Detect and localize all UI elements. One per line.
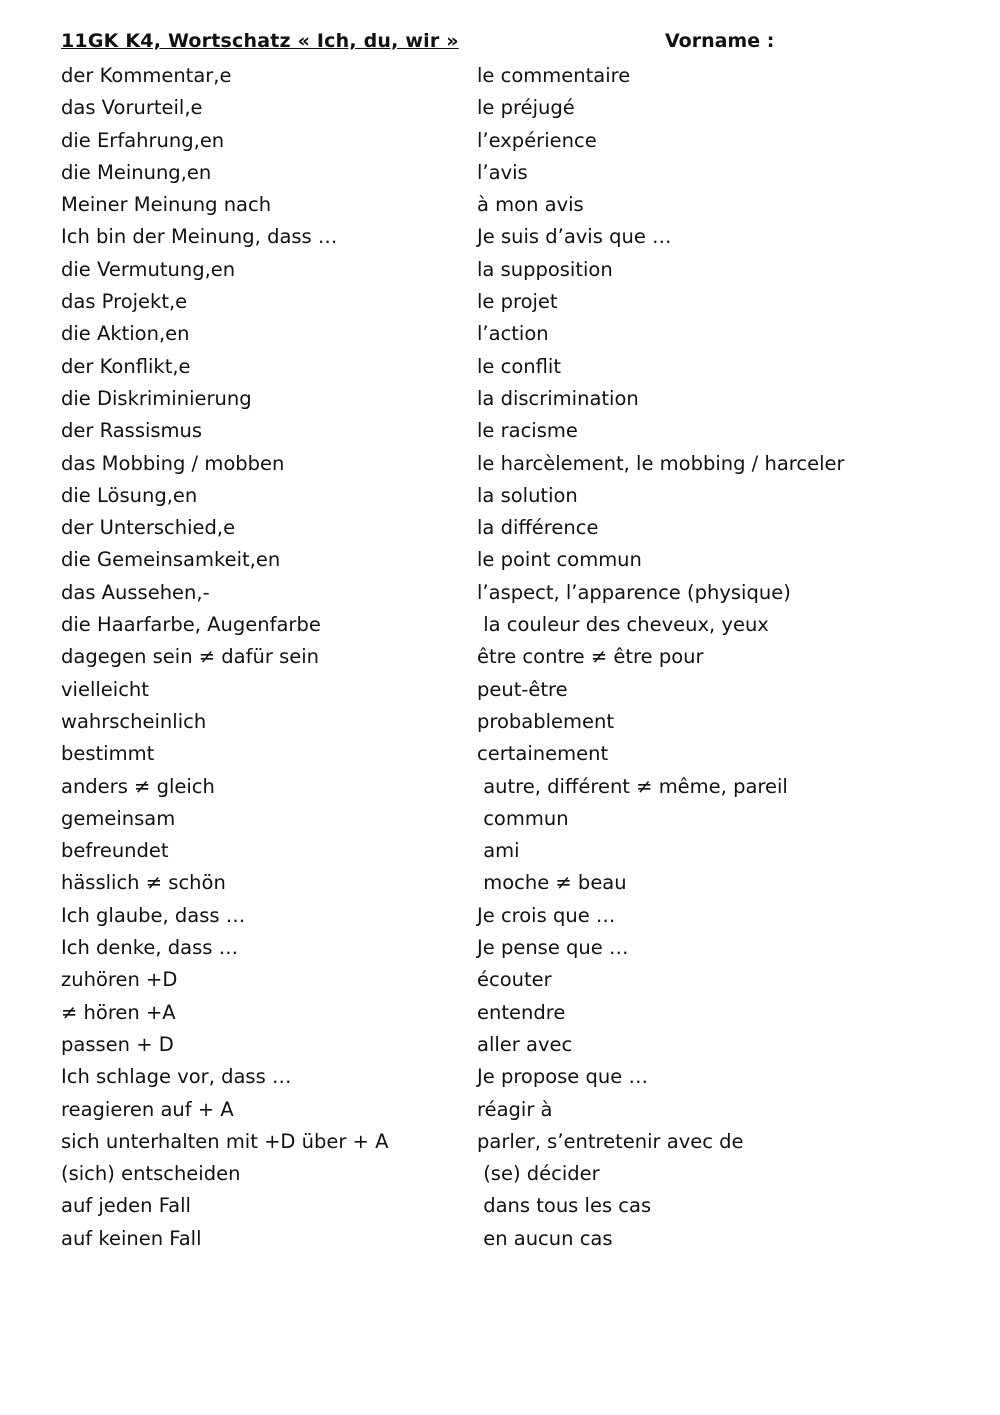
french-translation: aller avec bbox=[477, 1032, 573, 1056]
vocab-row bbox=[61, 415, 961, 447]
german-term: das Aussehen,- bbox=[61, 580, 210, 604]
german-term: auf jeden Fall bbox=[61, 1194, 191, 1218]
vocab-row bbox=[61, 900, 961, 932]
german-term: Ich denke, dass … bbox=[61, 936, 239, 960]
german-term: (sich) entscheiden bbox=[61, 1162, 241, 1186]
german-term: ≠ hören +A bbox=[61, 1000, 176, 1024]
german-term: bestimmt bbox=[61, 742, 155, 766]
vocab-row bbox=[61, 1029, 961, 1061]
french-translation: la discrimination bbox=[477, 386, 639, 410]
german-term: die Erfahrung,en bbox=[61, 128, 225, 152]
german-term: das Projekt,e bbox=[61, 290, 188, 314]
german-term: der Kommentar,e bbox=[61, 64, 232, 87]
german-term: Meiner Meinung nach bbox=[61, 193, 272, 217]
vocab-row bbox=[61, 771, 961, 803]
german-term: die Diskriminierung bbox=[61, 386, 252, 410]
french-translation: probablement bbox=[477, 709, 615, 733]
worksheet-title: 11GK K4, Wortschatz « Ich, du, wir » bbox=[61, 30, 459, 52]
vocab-row bbox=[61, 448, 961, 480]
french-translation: le préjugé bbox=[477, 96, 575, 120]
french-translation: réagir à bbox=[477, 1097, 553, 1121]
german-term: sich unterhalten mit +D über + A bbox=[61, 1129, 389, 1153]
vocab-row bbox=[61, 1190, 961, 1222]
vocab-row bbox=[61, 964, 961, 996]
french-translation: Je crois que … bbox=[477, 903, 616, 927]
vocab-row bbox=[61, 1158, 961, 1190]
vocab-row bbox=[61, 189, 961, 221]
vocab-row bbox=[61, 932, 961, 964]
german-term: die Meinung,en bbox=[61, 160, 212, 184]
french-translation: ami bbox=[477, 839, 520, 863]
german-term: der Rassismus bbox=[61, 419, 203, 443]
french-translation: (se) décider bbox=[477, 1162, 600, 1186]
french-translation: le projet bbox=[477, 290, 558, 314]
vocab-row bbox=[61, 835, 961, 867]
german-term: die Gemeinsamkeit,en bbox=[61, 548, 281, 572]
worksheet-header bbox=[61, 30, 1000, 58]
french-translation: dans tous les cas bbox=[477, 1194, 652, 1218]
vocab-row bbox=[61, 254, 961, 286]
german-term: die Aktion,en bbox=[61, 322, 190, 346]
vocab-row bbox=[61, 997, 961, 1029]
vocab-row bbox=[61, 1223, 961, 1255]
vocab-row bbox=[61, 480, 961, 512]
german-term: die Haarfarbe, Augenfarbe bbox=[61, 613, 321, 637]
french-translation: écouter bbox=[477, 968, 552, 992]
german-term: anders ≠ gleich bbox=[61, 774, 215, 798]
german-term: dagegen sein ≠ dafür sein bbox=[61, 645, 320, 669]
french-translation: le commentaire bbox=[477, 64, 631, 87]
german-term: Ich glaube, dass … bbox=[61, 903, 246, 927]
french-translation: l’action bbox=[477, 322, 549, 346]
french-translation: entendre bbox=[477, 1000, 566, 1024]
german-term: wahrscheinlich bbox=[61, 709, 207, 733]
french-translation: certainement bbox=[477, 742, 609, 766]
french-translation: peut-être bbox=[477, 677, 568, 701]
french-translation: l’expérience bbox=[477, 128, 597, 152]
vocab-row bbox=[61, 1061, 961, 1093]
german-term: passen + D bbox=[61, 1032, 174, 1056]
french-translation: en aucun cas bbox=[477, 1226, 613, 1250]
vocab-row bbox=[61, 512, 961, 544]
vocab-row bbox=[61, 351, 961, 383]
german-term: reagieren auf + A bbox=[61, 1097, 234, 1121]
vocab-row bbox=[61, 706, 961, 738]
german-term: befreundet bbox=[61, 839, 169, 863]
french-translation: le conflit bbox=[477, 354, 561, 378]
french-translation: le point commun bbox=[477, 548, 642, 572]
vocab-row bbox=[61, 286, 961, 318]
vocab-row bbox=[61, 577, 961, 609]
french-translation: la solution bbox=[477, 483, 578, 507]
german-term: Ich bin der Meinung, dass … bbox=[61, 225, 338, 249]
french-translation: la différence bbox=[477, 516, 599, 540]
german-term: Ich schlage vor, dass … bbox=[61, 1065, 292, 1089]
french-translation: la couleur des cheveux, yeux bbox=[477, 613, 769, 637]
vocab-row bbox=[61, 641, 961, 673]
french-translation: l’avis bbox=[477, 160, 528, 184]
vocab-row bbox=[61, 544, 961, 576]
french-translation: être contre ≠ être pour bbox=[477, 645, 704, 669]
vocab-row bbox=[61, 318, 961, 350]
vocab-row bbox=[61, 221, 961, 253]
vocab-row bbox=[61, 60, 961, 92]
german-term: das Vorurteil,e bbox=[61, 96, 203, 120]
vocab-row bbox=[61, 803, 961, 835]
vocab-row bbox=[61, 125, 961, 157]
german-term: das Mobbing / mobben bbox=[61, 451, 285, 475]
french-translation: Je propose que … bbox=[477, 1065, 648, 1089]
german-term: zuhören +D bbox=[61, 968, 178, 992]
french-translation: parler, s’entretenir avec de bbox=[477, 1129, 744, 1153]
french-translation: le harcèlement, le mobbing / harceler bbox=[477, 451, 845, 475]
vocab-row bbox=[61, 674, 961, 706]
french-translation: moche ≠ beau bbox=[477, 871, 627, 895]
vocab-row bbox=[61, 609, 961, 641]
french-translation: la supposition bbox=[477, 257, 613, 281]
vocab-row bbox=[61, 1094, 961, 1126]
french-translation: autre, différent ≠ même, pareil bbox=[477, 774, 788, 798]
german-term: die Lösung,en bbox=[61, 483, 198, 507]
vocab-row bbox=[61, 867, 961, 899]
vorname-label: Vorname : bbox=[665, 30, 775, 52]
vocab-row bbox=[61, 92, 961, 124]
german-term: der Konflikt,e bbox=[61, 354, 191, 378]
vocab-row bbox=[61, 738, 961, 770]
french-translation: le racisme bbox=[477, 419, 578, 443]
german-term: die Vermutung,en bbox=[61, 257, 236, 281]
vocab-row bbox=[61, 1126, 961, 1158]
french-translation: Je pense que … bbox=[477, 936, 629, 960]
german-term: hässlich ≠ schön bbox=[61, 871, 226, 895]
vocabulary-list bbox=[61, 60, 961, 1255]
german-term: auf keinen Fall bbox=[61, 1226, 202, 1250]
french-translation: Je suis d’avis que … bbox=[477, 225, 672, 249]
vocab-row bbox=[61, 157, 961, 189]
french-translation: l’aspect, l’apparence (physique) bbox=[477, 580, 791, 604]
french-translation: à mon avis bbox=[477, 193, 584, 217]
french-translation: commun bbox=[477, 806, 569, 830]
german-term: gemeinsam bbox=[61, 806, 176, 830]
german-term: der Unterschied,e bbox=[61, 516, 236, 540]
german-term: vielleicht bbox=[61, 677, 149, 701]
vocab-row bbox=[61, 383, 961, 415]
